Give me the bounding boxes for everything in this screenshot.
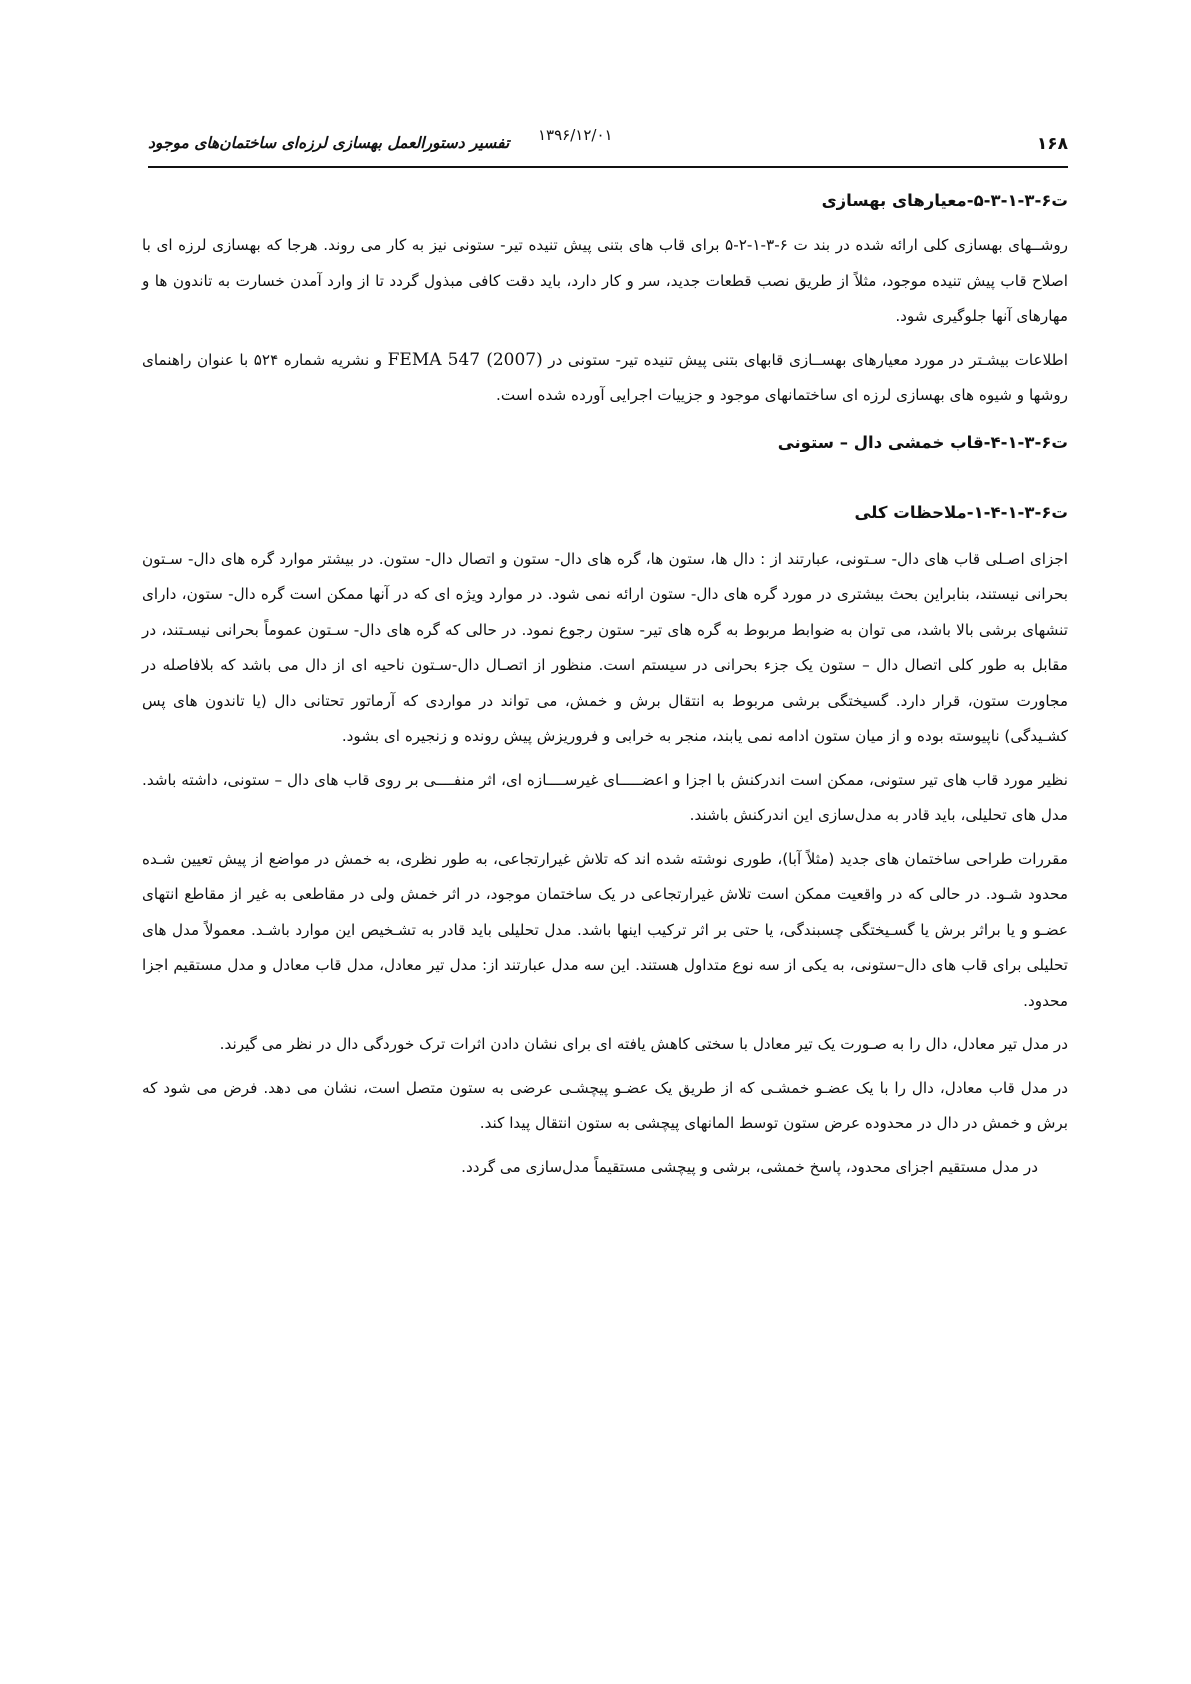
paragraph-text: اطلاعات بیشـتر در مورد معیارهای بهســازی قابهای بتنی پیش تنیده تیر- ستونی در — [542, 350, 1068, 369]
header-date: ۱۳۹۶/۱۲/۰۱ — [538, 126, 613, 144]
page-number: ۱۶۸ — [1036, 134, 1068, 154]
section-heading-general-considerations: ت۶-۳-۱-۴-۱-ملاحظات کلی — [854, 502, 1068, 522]
paragraph: مقررات طراحی ساختمان های جدید (مثلاً آبا)، طوری نوشته شده اند که تلاش غیرارتجاعی، به طور نظری، به خمش در مواضع از پیش تعیین شـده محدود شـود. در حالی که در واقعیت ممکن است تلاش غیرارتجاعی در یک ساختمان موجود، در اثر خمش ولی در مقاطعی به غیر از مقاطع انتهای عضـو و یا براثر برش یا گسـیختگی چسبندگی، یا حتی بر اثر ترکیب اینها باشد. مدل تحلیلی باید قادر به تشـخیص این موارد باشـد. معمولاً مدل های تحلیلی برای قاب های دال–ستونی، به یکی از سه نوع متداول هستند. این سه مدل عبارتند از: مدل تیر معادل، مدل قاب معادل و مدل مستقیم اجزا محدود. — [142, 849, 1068, 1010]
section-heading-retrofit-criteria: ت۶-۳-۱-۳-۵-معیارهای بهسازی — [821, 191, 1068, 210]
running-header — [148, 124, 1068, 164]
fema-reference: FEMA 547 (2007) — [387, 349, 543, 370]
page-body — [142, 186, 1068, 1193]
paragraph: در مدل تیر معادل، دال را به صـورت یک تیر معادل با سختی کاهش یافته ای برای نشان دادن اثرات ترک خوردگی دال در نظر می گیرند. — [219, 1035, 1068, 1053]
paragraph-with-reference — [142, 343, 1068, 414]
paragraph-text: و نشریه شماره ۵۲۴ با عنوان راهنمای روشها و شیوه های بهسازی لرزه ای ساختمانهای موجود و جزییات اجرایی آورده شده است. — [142, 350, 1068, 404]
paragraph: در مدل مستقیم اجزای محدود، پاسخ خمشی، برشی و پیچشی مستقیماً مدل‌سازی می گردد. — [461, 1157, 1038, 1176]
paragraph: نظیر مورد قاب های تیر ستونی، ممکن است اندرکنش با اجزا و اعضـــــای غیرســــازه ای، اثر منفــــی بر روی قاب های دال – ستونی، داشته باشد. مدل های تحلیلی، باید قادر به مدل‌سازی این اندرکنش باشند. — [142, 770, 1068, 824]
paragraph: روشــهای بهسازی کلی ارائه شده در بند ت ۶-۳-۱-۲-۵ برای قاب های بتنی پیش تنیده تیر- ستونی نیز به کار می روند. هرجا که بهسازی لرزه ای با اصلاح قاب پیش تنیده موجود، مثلاً از طریق نصب قطعات جدید، سر و کار دارد، باید دقت کافی مبذول گردد تا از وارد آمدن خسارت به تاندون ها و مهارهای آنها جلوگیری شود. — [142, 236, 1068, 325]
paragraph: اجزای اصـلی قاب های دال- سـتونی، عبارتند از : دال ها، ستون ها، گره های دال- ستون و اتصال دال- ستون. در بیشتر موارد گره های دال- سـتون بحرانی نیستند، بنابراین بحث بیشتری در مورد گره های دال- ستون ارائه نمی شود. در موارد ویژه ای که در آنها ممکن است گره دال- ستون، دارای تنشهای برشی بالا باشد، می توان به ضوابط مربوط به گره های تیر- ستون رجوع نمود. در حالی که گره های دال- سـتون عموماً بحرانی نیسـتند، در مقابل به طور کلی اتصال دال – ستون یک جزء بحرانی در سیستم است. منظور از اتصـال دال-سـتون ناحیه ای از دال می باشد که بلافاصله در مجاورت ستون، قرار دارد. گسیختگی برشی مربوط به انتقال برش و خمش، می تواند در مواردی که آرماتور تحتانی دال (یا تاندون های پس کشـیدگی) ناپیوسته بوده و از میان ستون ادامه نمی یابند، منجر به خرابی و فروریزش پیش رونده و زنجیره ای بشود. — [142, 549, 1068, 745]
header-title: تفسیر دستورالعمل بهسازی لرزه‌ای ساختمان‌های موجود — [148, 134, 510, 152]
paragraph: در مدل قاب معادل، دال را با یک عضـو خمشـی که از طریق یک عضـو پیچشـی عرضی به ستون متصل است، نشان می دهد. فرض می شود که برش و خمش در دال در محدوده عرض ستون توسط المانهای پیچشی به ستون انتقال پیدا کند. — [142, 1078, 1068, 1132]
section-heading-slab-column-frame: ت۶-۳-۱-۴-قاب خمشی دال – ستونی — [777, 432, 1068, 452]
header-divider — [148, 166, 1068, 168]
